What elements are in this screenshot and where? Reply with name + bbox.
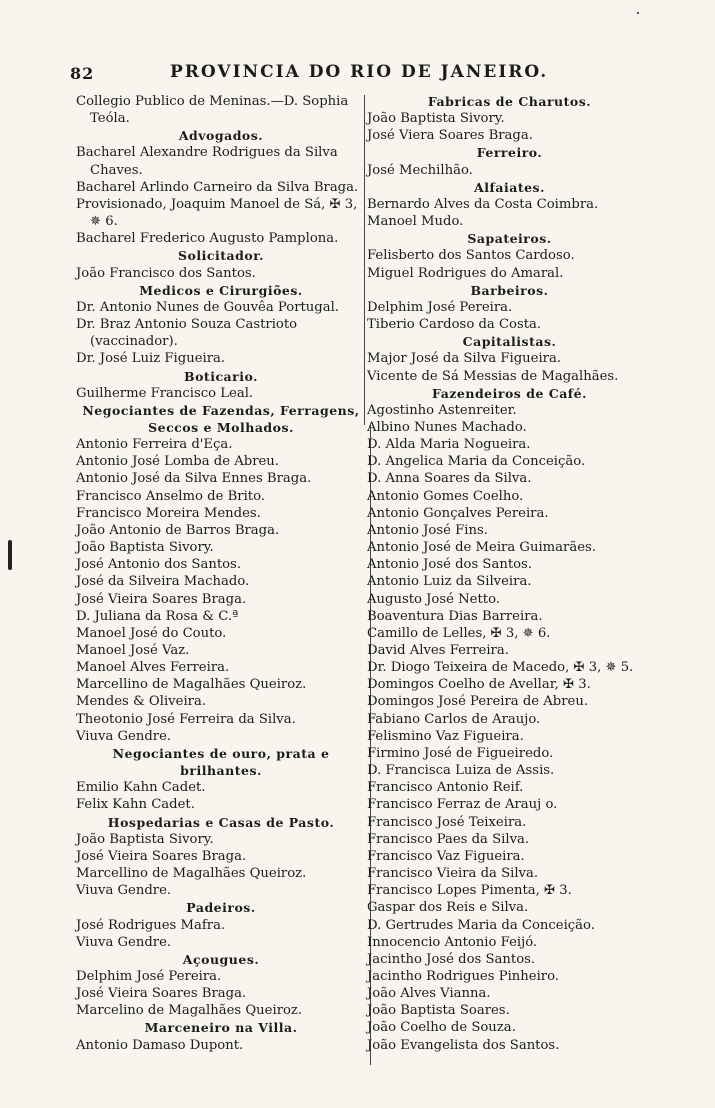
directory-entry: João Baptista Sivory. [76, 540, 214, 556]
directory-entry: José Vieira Soares Braga. [76, 591, 247, 607]
section-heading: Barbeiros. [470, 282, 549, 298]
directory-entry: Dr. José Luiz Figueira. [76, 351, 226, 367]
directory-entry: José Viera Soares Braga. [367, 128, 533, 144]
directory-entry: Delphim José Pereira. [367, 299, 513, 315]
directory-entry: Francisco Paes da Silva. [367, 831, 530, 847]
directory-entry: João Baptista Soares. [367, 1003, 510, 1019]
directory-entry: D. Angelica Maria da Conceição. [367, 454, 586, 470]
directory-entry: Antonio Ferreira d'Eça. [76, 437, 233, 453]
directory-entry: João Baptista Sivory. [76, 831, 214, 847]
directory-entry: Bacharel Alexandre Rodrigues da Silva Chaves. [76, 145, 338, 178]
directory-entry: João Coelho de Souza. [367, 1020, 516, 1036]
scan-mark [8, 540, 12, 570]
directory-entry: Francisco Ferraz de Arauj o. [367, 797, 558, 813]
directory-entry: Felix Kahn Cadet. [76, 797, 195, 813]
directory-entry: Theotonio José Ferreira da Silva. [76, 711, 296, 727]
directory-entry: Francisco José Teixeira. [367, 814, 527, 830]
directory-entry: Manoel José Vaz. [76, 643, 190, 658]
section-heading: Marceneiro na Villa. [144, 1020, 298, 1036]
directory-entry: Viuva Gendre. [76, 728, 172, 744]
directory-entry: Antonio José Lomba de Abreu. [76, 454, 279, 470]
directory-entry: Antonio José Fins. [367, 522, 488, 538]
directory-entry: Antonio Gomes Coelho. [367, 488, 524, 504]
directory-entry: D. Alda Maria Nogueira. [367, 437, 531, 453]
section-heading: Boticario. [184, 368, 258, 384]
directory-entry: Guilherme Francisco Leal. [76, 385, 254, 401]
directory-entry: Manoel Mudo. [367, 214, 464, 230]
directory-entry: Bacharel Frederico Augusto Pamplona. [76, 231, 339, 247]
directory-entry: D. Juliana da Rosa & C.ª [76, 608, 239, 624]
directory-entry: Antonio José da Silva Ennes Braga. [76, 471, 312, 487]
section-heading: Ferreiro. [476, 145, 543, 161]
directory-entry: Domingos Coelho de Avellar, ✠ 3. [367, 677, 591, 693]
directory-entry: Collegio Publico de Meninas.—D. Sophia Teóla. [76, 94, 349, 127]
directory-entry: D. Gertrudes Maria da Conceição. [367, 917, 595, 933]
directory-entry: Fabiano Carlos de Araujo. [367, 711, 541, 727]
directory-entry: Francisco Antonio Reif. [367, 780, 524, 796]
directory-entry: Manoel José do Couto. [76, 625, 227, 641]
section-heading: Fazendeiros de Café. [432, 385, 587, 401]
directory-entry: Francisco Vaz Figueira. [367, 848, 525, 864]
directory-entry: Manoel Alves Ferreira. [76, 660, 230, 676]
directory-entry: Albino Nunes Machado. [367, 419, 527, 435]
directory-entry: Antonio Luiz da Silveira. [367, 574, 532, 590]
section-heading: Hospedarias e Casas de Pasto. [107, 814, 335, 830]
directory-entry: Francisco Lopes Pimenta, ✠ 3. [367, 883, 572, 899]
directory-entry: José Vieira Soares Braga. [76, 848, 247, 864]
directory-entry: Boaventura Dias Barreira. [367, 608, 543, 624]
directory-entry: Antonio Gonçalves Pereira. [367, 505, 549, 521]
directory-entry: Dr. Diogo Teixeira de Macedo, ✠ 3, ✵ 5. [367, 660, 634, 676]
directory-entry: Viuva Gendre. [76, 934, 172, 950]
section-heading: Alfaiates. [474, 179, 545, 195]
directory-entry: Bernardo Alves da Costa Coimbra. [367, 196, 599, 212]
directory-entry: Dr. Antonio Nunes de Gouvêa Portugal. [76, 299, 340, 315]
directory-entry: Felisberto dos Santos Cardoso. [367, 248, 575, 264]
directory-entry: José Antonio dos Santos. [76, 557, 242, 573]
directory-entry: Innocencio Antonio Feijó. [367, 934, 538, 950]
directory-entry: David Alves Ferreira. [367, 643, 509, 658]
directory-entry: Miguel Rodrigues do Amaral. [367, 265, 564, 281]
directory-entry: Dr. Braz Antonio Souza Castrioto (vaccinador). [76, 317, 298, 350]
directory-entry: Marcellino de Magalhães Queiroz. [76, 677, 307, 693]
directory-entry: Marcellino de Magalhães Queiroz. [76, 866, 307, 882]
section-heading: Medicos e Cirurgiões. [139, 282, 303, 298]
directory-entry: Agostinho Astenreiter. [367, 402, 517, 418]
section-heading: Padeiros. [186, 900, 256, 916]
directory-entry: Marcelino de Magalhães Queiroz. [76, 1003, 303, 1019]
directory-entry: Antonio José dos Santos. [367, 557, 533, 573]
directory-entry: Augusto José Netto. [367, 591, 500, 607]
running-head-title: PROVINCIA DO RIO DE JANEIRO. [170, 62, 549, 82]
directory-entry: Vicente de Sá Messias de Magalhães. [367, 368, 619, 384]
directory-entry: Camillo de Lelles, ✠ 3, ✵ 6. [367, 625, 551, 641]
directory-entry: D. Anna Soares da Silva. [367, 471, 532, 487]
section-heading: Negociantes de Fazendas, Ferragens, Seccos e Molhados. [82, 402, 360, 435]
section-heading: Fabricas de Charutos. [427, 94, 592, 109]
directory-entry: Viuva Gendre. [76, 883, 172, 899]
directory-entry: João Alves Vianna. [367, 986, 491, 1002]
scan-dot [637, 12, 639, 14]
directory-entry: João Antonio de Barros Braga. [76, 522, 280, 538]
directory-entry: Tiberio Cardoso da Costa. [367, 317, 542, 333]
section-heading: Açougues. [182, 951, 260, 967]
directory-entry: Provisionado, Joaquim Manoel de Sá, ✠ 3, ✵ 6. [76, 196, 358, 230]
directory-entry: João Evangelista dos Santos. [367, 1037, 560, 1053]
section-heading: Capitalistas. [462, 334, 557, 350]
directory-entry: Bacharel Arlindo Carneiro da Silva Braga. [76, 179, 359, 195]
left-column [76, 93, 366, 1054]
section-heading: Negociantes de ouro, prata e brilhantes. [112, 745, 330, 779]
directory-entry: Major José da Silva Figueira. [367, 351, 562, 367]
directory-entry: Jacintho José dos Santos. [367, 951, 536, 967]
section-heading: Solicitador. [178, 248, 264, 264]
directory-entry: D. Francisca Luiza de Assis. [367, 763, 555, 779]
right-column [367, 93, 652, 1054]
directory-entry: Antonio Damaso Dupont. [76, 1037, 244, 1053]
directory-entry: Antonio José de Meira Guimarães. [367, 540, 596, 556]
directory-entry: José Rodrigues Mafra. [76, 917, 226, 933]
directory-entry: Emilio Kahn Cadet. [76, 780, 206, 796]
directory-entry: Mendes & Oliveira. [76, 694, 207, 710]
directory-entry: Jacintho Rodrigues Pinheiro. [367, 968, 560, 984]
page-number: 82 [70, 64, 95, 83]
directory-entry: João Baptista Sivory. [367, 111, 505, 127]
directory-entry: Gaspar dos Reis e Silva. [367, 900, 529, 916]
directory-entry: Francisco Vieira da Silva. [367, 866, 539, 882]
section-heading: Advogados. [178, 128, 264, 144]
directory-entry: Francisco Anselmo de Brito. [76, 488, 265, 504]
directory-entry: Delphim José Pereira. [76, 968, 222, 984]
directory-entry: José da Silveira Machado. [76, 574, 250, 590]
directory-entry: Firmino José de Figueiredo. [367, 745, 554, 761]
directory-entry: José Mechilhão. [367, 162, 473, 178]
section-heading: Sapateiros. [467, 231, 552, 247]
directory-entry: João Francisco dos Santos. [76, 265, 256, 281]
directory-entry: José Vieira Soares Braga. [76, 986, 247, 1002]
directory-entry: Domingos José Pereira de Abreu. [367, 694, 589, 710]
directory-entry: Francisco Moreira Mendes. [76, 505, 261, 521]
directory-entry: Felismino Vaz Figueira. [367, 728, 524, 744]
